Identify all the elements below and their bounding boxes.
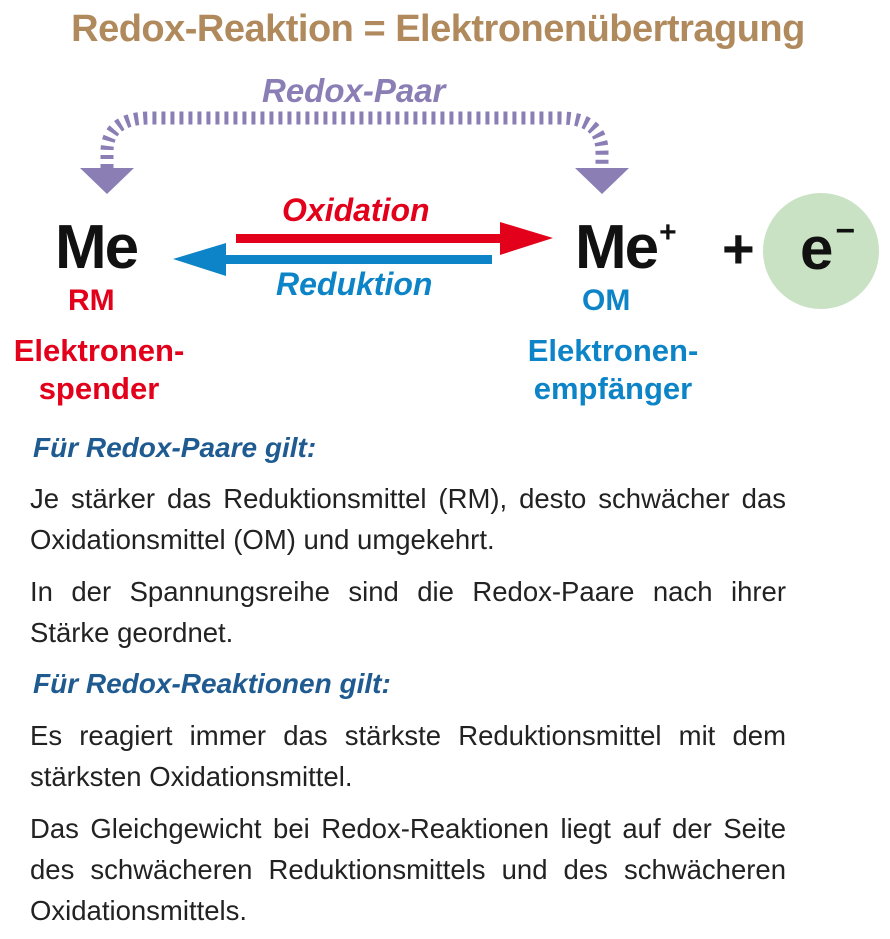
oxidation-label: Oxidation [282,192,430,228]
electron-donor-label [10,332,188,408]
rule-heading-reactions: Für Redox-Reaktionen gilt: [33,668,391,699]
acceptor-line-1: Elektronen- [527,333,699,368]
reduction-arrowhead [173,243,226,276]
oxidation-arrow-shaft [236,234,506,243]
rule-paragraph: Es reagiert immer das stärkste Reduktionsmittel mit dem stärksten Oxidationsmittel. [30,720,786,792]
reduction-label: Reduktion [276,266,433,302]
electron-acceptor-label [518,332,708,408]
rule-heading-pairs: Für Redox-Paare gilt: [33,432,317,463]
donor-line-1: Elektronen- [13,333,185,368]
reducing-agent-label: RM [68,284,115,317]
acceptor-line-2: empfänger [533,371,693,406]
electron-letter: e [800,215,834,282]
plus-sign: + [722,217,755,280]
reduction-arrow-shaft [220,255,492,264]
electron-symbol [800,212,856,283]
electron-charge: − [835,212,856,250]
rule-paragraph: Das Gleichgewicht bei Redox-Reaktionen liegt auf der Seite des schwächeren Reduktionsmittels und des schwächeren Oxidationsmittels. [30,813,786,926]
redox-pair-label: Redox-Paar [262,72,446,109]
oxidizing-agent-label: OM [582,284,631,317]
metal-ion-charge: + [659,216,675,249]
oxidation-arrowhead [500,222,553,255]
donor-line-2: spender [38,371,160,406]
rule-paragraph: In der Spannungsreihe sind die Redox-Paare nach ihrer Stärke geordnet. [30,576,786,648]
metal-ion-species [575,212,673,283]
metal-ion-symbol: Me [575,213,658,282]
metal-species: Me [55,213,138,282]
rule-paragraph: Je stärker das Reduktionsmittel (RM), desto schwächer das Oxidationsmittel (OM) und umgekehrt. [30,483,786,555]
page-title: Redox-Reaktion = Elektronenübertragung [71,8,805,50]
